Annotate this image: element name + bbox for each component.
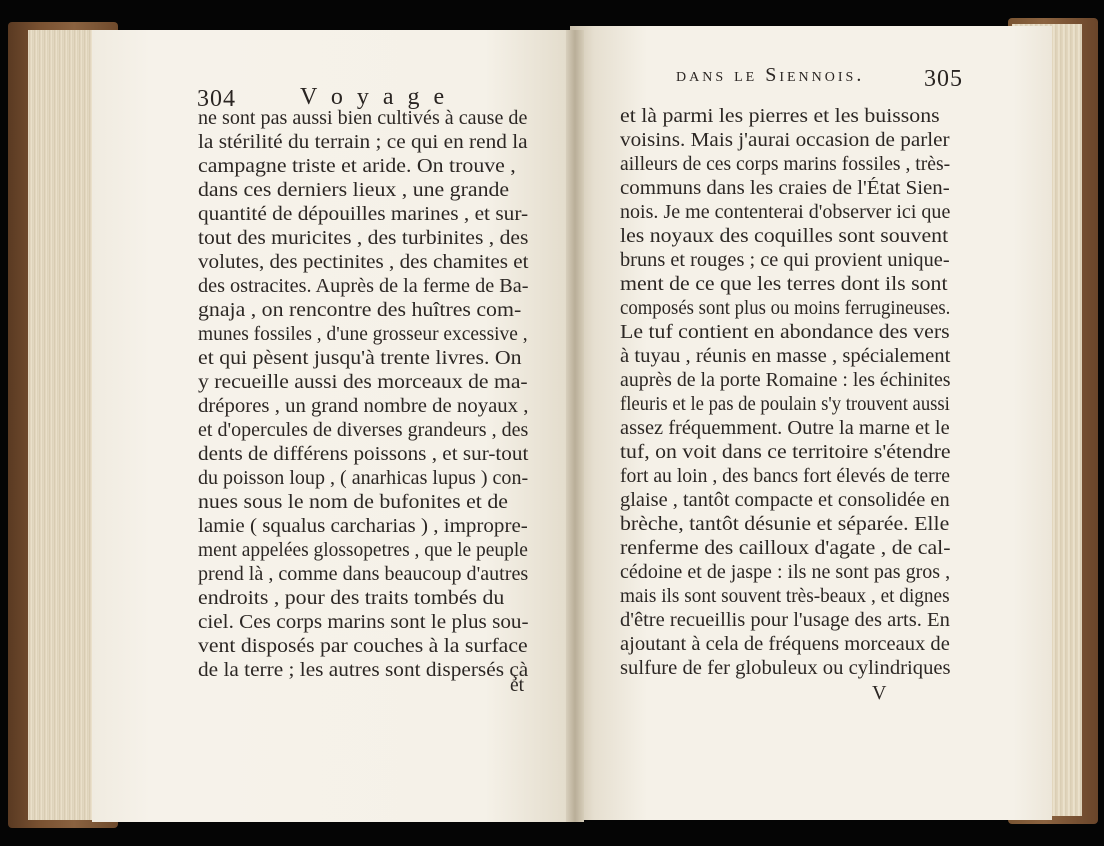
left-line: drépores , un grand nombre de noyaux , [198,396,529,417]
left-line: dans ces derniers lieux , une grande [198,180,510,201]
left-line: lamie ( squalus carcharias ) , impropre- [198,516,528,537]
right-line: ment de ce que les terres dont ils sont [620,274,948,295]
left-line: prend là , comme dans beaucoup d'autres [198,564,529,585]
right-line: nois. Je me contenterai d'observer ici que [620,202,951,223]
left-line: ment appelées glossopetres , que le peuple [198,540,528,561]
right-line: sulfure de fer globuleux ou cylindriques [620,658,951,679]
left-line: y recueille aussi des morceaux de ma- [198,372,528,393]
left-line: tout des muricites , des turbinites , des [198,228,529,249]
left-line: vent disposés par couches à la surface [198,636,528,657]
right-line: ajoutant à cela de fréquens morceaux de [620,634,950,655]
right-line: et là parmi les pierres et les buissons [620,106,940,127]
right-line: mais ils sont souvent très-beaux , et dignes [620,586,950,607]
left-line: la stérilité du terrain ; ce qui en rend la [198,132,528,153]
right-line: composés sont plus ou moins ferrugineuses. [620,298,951,319]
left-line: dents de différens poissons , et sur-tout [198,444,529,465]
book-gutter [566,30,584,822]
left-line: ciel. Ces corps marins sont le plus sou- [198,612,529,633]
right-line: fleuris et le pas de poulain s'y trouvent aussi [620,394,950,415]
left-line: ne sont pas aussi bien cultivés à cause de [198,108,528,129]
right-line: brèche, tantôt désunie et séparée. Elle [620,514,950,535]
right-line: communs dans les craies de l'État Sien- [620,178,950,199]
right-running-head: dans le Siennois. [676,64,865,86]
right-line: tuf, on voit dans ce territoire s'étendre [620,442,951,463]
left-line: nues sous le nom de bufonites et de [198,492,508,513]
left-line: munes fossiles , d'une grosseur excessive , [198,324,528,345]
right-line: bruns et rouges ; ce qui provient unique- [620,250,950,271]
left-line: campagne triste et aride. On trouve , [198,156,516,177]
right-signature-mark: V [872,682,887,704]
right-line: voisins. Mais j'aurai occasion de parler [620,130,950,151]
right-line: glaise , tantôt compacte et consolidée en [620,490,950,511]
left-line: de la terre ; les autres sont dispersés çà [198,660,529,681]
left-line: et qui pèsent jusqu'à trente livres. On [198,348,522,369]
right-line: les noyaux des coquilles sont souvent [620,226,949,247]
right-line: Le tuf contient en abondance des vers [620,322,950,343]
right-page-number: 305 [924,66,963,92]
left-line: des ostracites. Auprès de la ferme de Ba- [198,276,529,297]
left-line: volutes, des pectinites , des chamites et [198,252,529,273]
right-line: fort au loin , des bancs fort élevés de terre [620,466,950,487]
left-line: gnaja , on rencontre des huîtres com- [198,300,522,321]
left-line: endroits , pour des traits tombés du [198,588,505,609]
right-line: cédoine et de jaspe : ils ne sont pas gros , [620,562,951,583]
left-line: quantité de dépouilles marines , et sur- [198,204,529,225]
right-line: ailleurs de ces corps marins fossiles , très- [620,154,951,175]
left-line: du poisson loup , ( anarhicas lupus ) con- [198,468,529,489]
right-line: auprès de la porte Romaine : les échinites [620,370,951,391]
left-running-head: V o y a g e [300,84,449,110]
right-line: à tuyau , réunis en masse , spécialement [620,346,951,367]
left-line: et d'opercules de diverses grandeurs , des [198,420,529,441]
right-line: d'être recueillis pour l'usage des arts. En [620,610,950,631]
left-page-number: 304 [197,86,236,112]
right-line: assez fréquemment. Outre la marne et le [620,418,950,439]
right-line: renferme des cailloux d'agate , de cal- [620,538,951,559]
left-catchword: et [510,675,525,696]
